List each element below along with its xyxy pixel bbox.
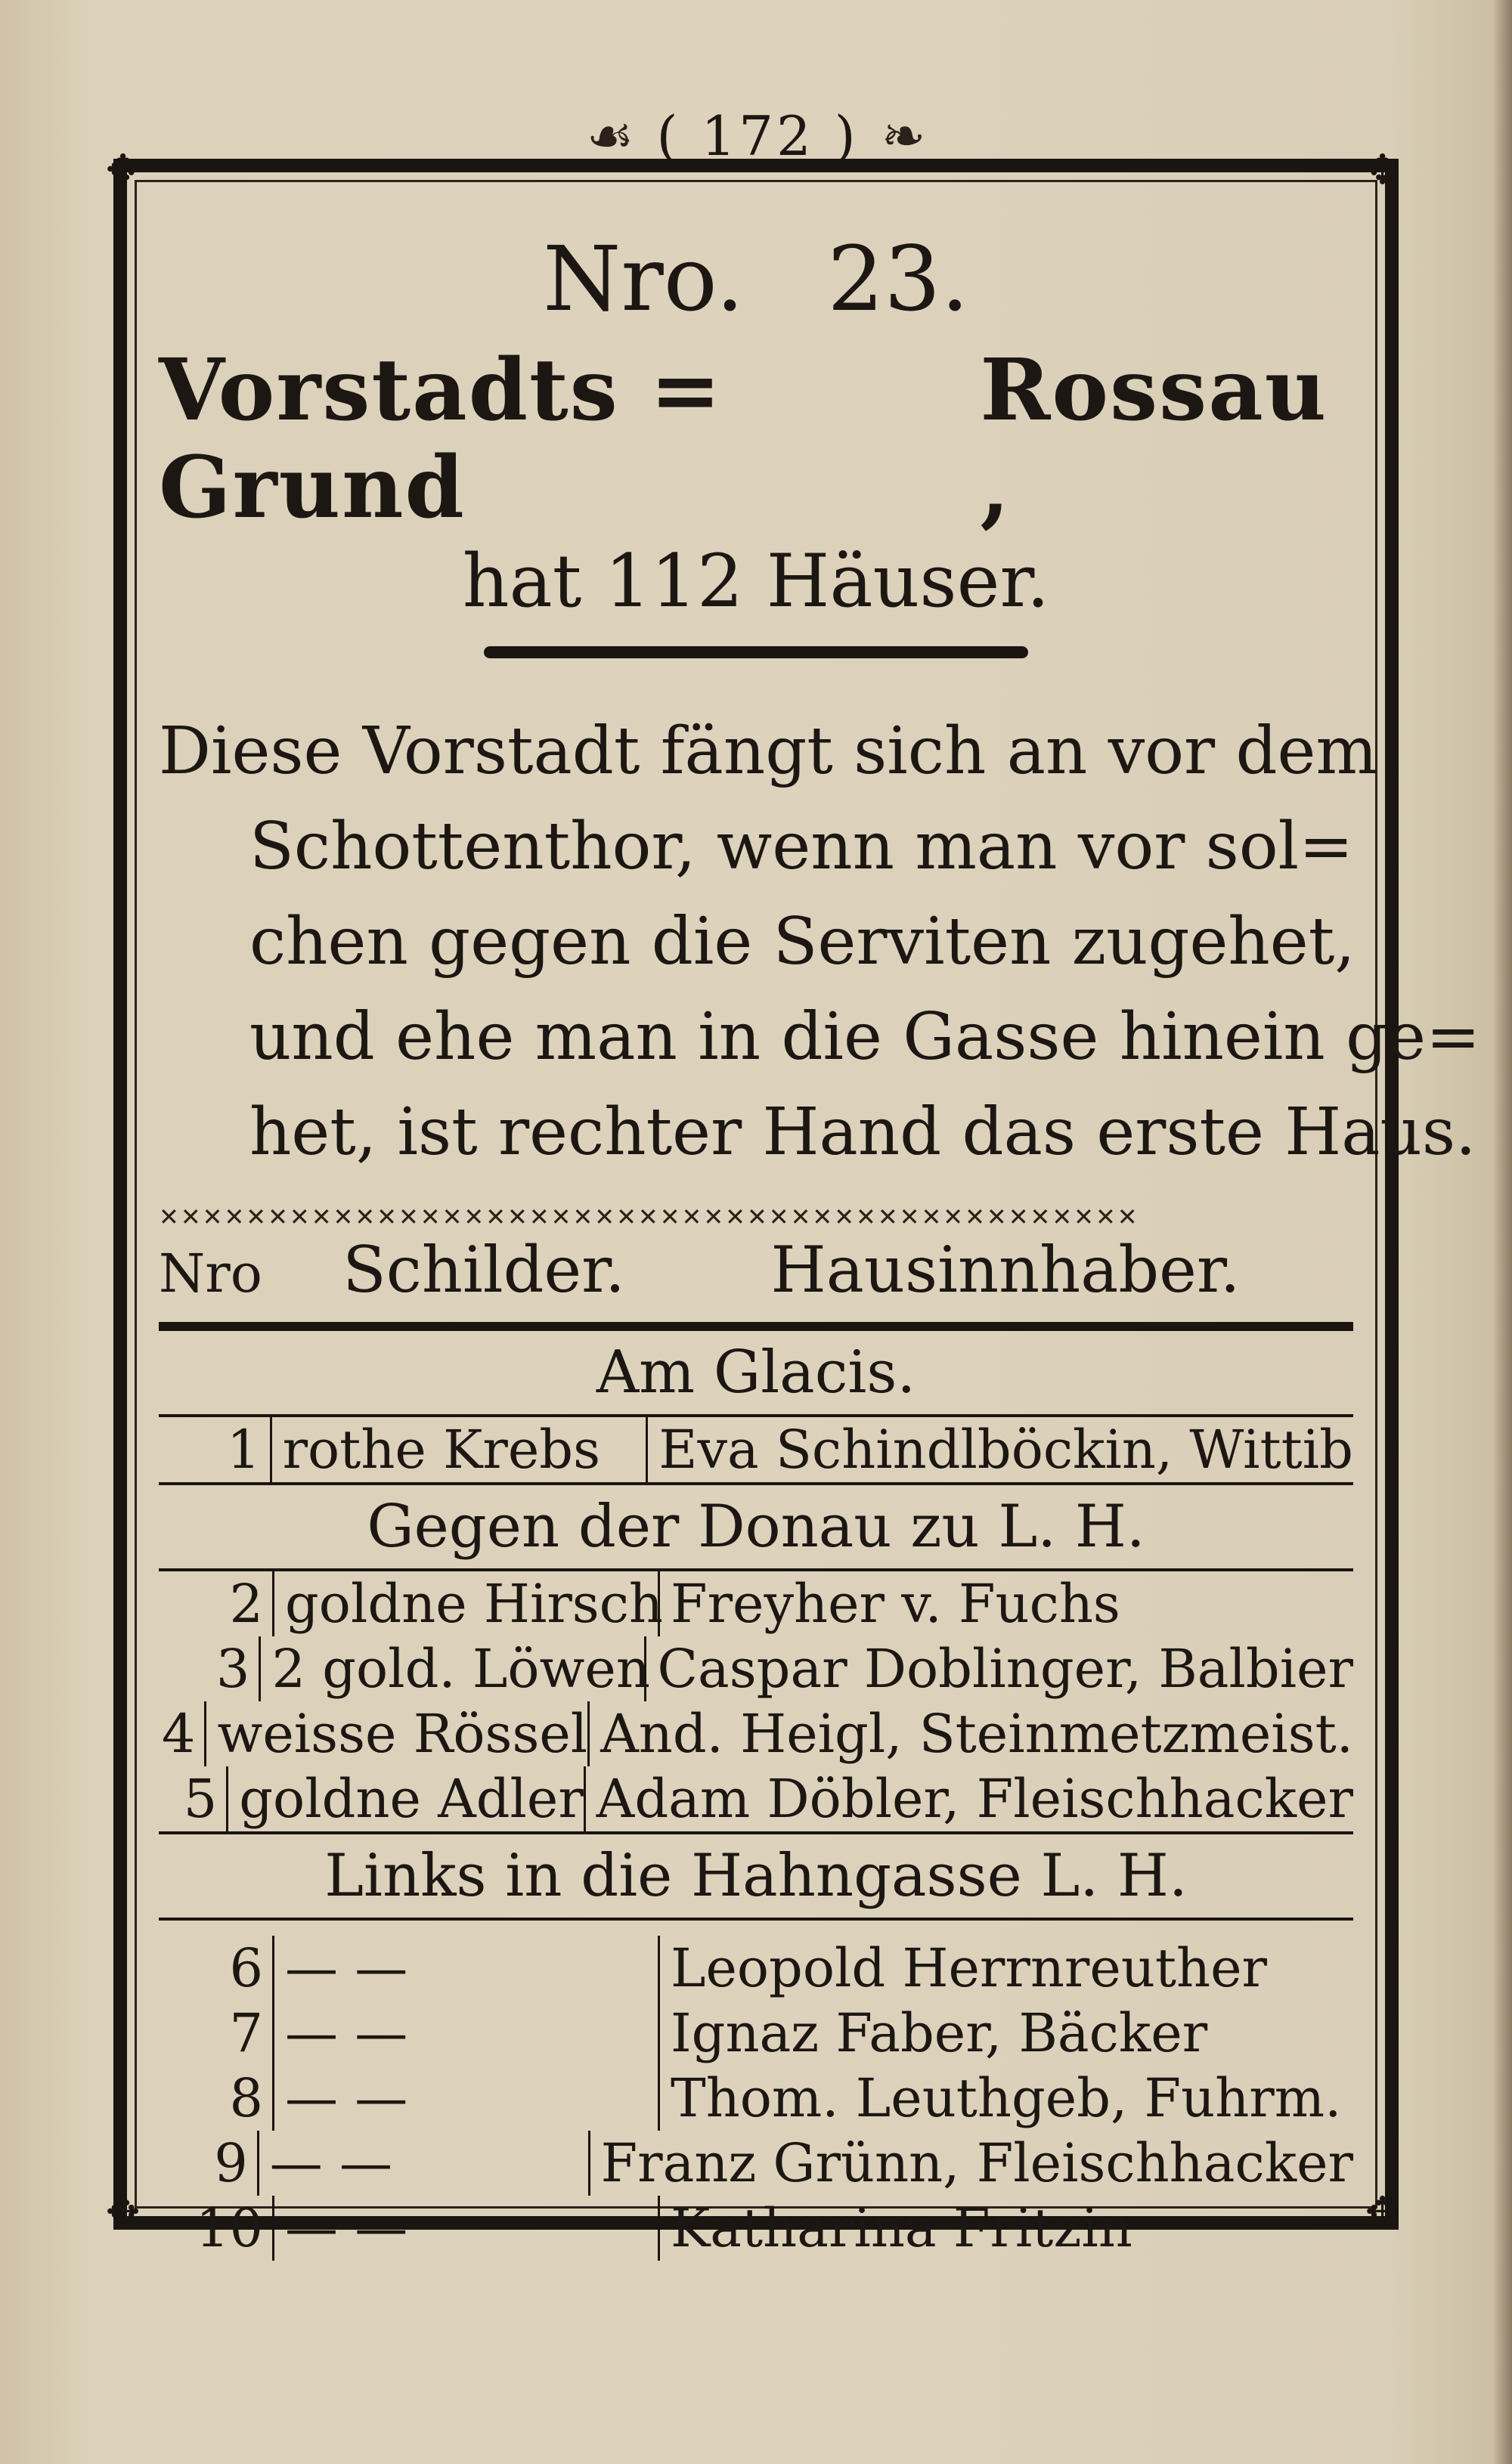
description-line: und ehe man in die Gasse hinein ge= bbox=[249, 998, 1481, 1075]
column-header-hausinnhaber: Hausinnhaber. bbox=[770, 1232, 1241, 1307]
description-line: Diese Vorstadt fängt sich an vor dem bbox=[159, 713, 1377, 789]
row-sign: rothe Krebs bbox=[270, 1417, 646, 1482]
row-number: 9 bbox=[214, 2131, 248, 2194]
row-number: 2 bbox=[229, 1572, 263, 1635]
page-content bbox=[159, 189, 1481, 2261]
district-name-right: Rossau , bbox=[980, 340, 1328, 537]
section-title: Am Glacis. bbox=[596, 1338, 916, 1407]
left-ornament-icon: ☙ bbox=[586, 105, 634, 167]
corner-ornament-icon: ✥ bbox=[1365, 146, 1400, 193]
row-sign: — — bbox=[272, 1936, 658, 2001]
table-row bbox=[159, 1766, 1353, 1831]
table-row bbox=[159, 1936, 1353, 2001]
row-number: 5 bbox=[183, 1767, 218, 1830]
row-owner: Freyher v. Fuchs bbox=[658, 1571, 1353, 1636]
description-line: het, ist rechter Hand das erste Haus. bbox=[249, 1094, 1476, 1170]
corner-ornament-icon: ✥ bbox=[106, 2188, 141, 2236]
row-sign: — — bbox=[272, 2001, 658, 2066]
entry-number-heading bbox=[159, 227, 1353, 331]
row-number: 1 bbox=[227, 1418, 261, 1481]
section-title: Links in die Hahngasse L. H. bbox=[324, 1841, 1188, 1910]
row-owner: Thom. Leuthgeb, Fuhrm. bbox=[658, 2066, 1353, 2131]
row-owner: Ignaz Faber, Bäcker bbox=[658, 2001, 1353, 2066]
table-row bbox=[159, 1636, 1353, 1701]
corner-ornament-icon: ✥ bbox=[106, 146, 141, 193]
table-row bbox=[159, 1417, 1353, 1482]
table-row bbox=[159, 2131, 1353, 2196]
row-number: 10 bbox=[195, 2196, 263, 2259]
section-title: Gegen der Donau zu L. H. bbox=[367, 1492, 1145, 1561]
page-number: ( 172 ) bbox=[656, 104, 859, 168]
description-line: chen gegen die Serviten zugehet, bbox=[249, 903, 1356, 980]
district-heading bbox=[159, 342, 1353, 537]
page-edge-shadow bbox=[1492, 0, 1512, 2464]
row-number: 3 bbox=[215, 1637, 250, 1700]
ornamental-divider: ✕✕✕✕✕✕✕✕✕✕✕✕✕✕✕✕✕✕✕✕✕✕✕✕✕✕✕✕✕✕✕✕✕✕✕✕✕✕✕✕✕✕✕✕✕ bbox=[159, 1202, 1139, 1225]
column-header-schilder: Schilder. bbox=[342, 1232, 625, 1307]
table-row bbox=[159, 2066, 1353, 2131]
row-owner: Katharina Fritzin bbox=[658, 2196, 1353, 2261]
row-sign: 2 gold. Löwen bbox=[259, 1636, 644, 1701]
row-sign: goldne Hirsch bbox=[272, 1571, 658, 1636]
row-number: 8 bbox=[229, 2066, 263, 2129]
district-name-left: Vorstadts = Grund bbox=[159, 340, 723, 537]
row-sign: — — bbox=[272, 2066, 658, 2131]
row-owner: And. Heigl, Steinmetzmeist. bbox=[587, 1701, 1353, 1766]
description-line: Schottenthor, wenn man vor sol= bbox=[249, 808, 1354, 884]
right-ornament-icon: ❧ bbox=[881, 105, 926, 167]
row-owner: Leopold Herrnreuther bbox=[658, 1936, 1353, 2001]
row-sign: — — bbox=[272, 2196, 658, 2261]
row-owner: Adam Döbler, Fleischhacker bbox=[584, 1766, 1353, 1831]
table-header bbox=[159, 1233, 1353, 1316]
table-header-rule bbox=[159, 1322, 1353, 1331]
row-owner: Franz Grünn, Fleischhacker bbox=[588, 2131, 1353, 2196]
table-row bbox=[159, 1571, 1353, 1636]
column-header-nro: Nro bbox=[159, 1242, 262, 1305]
row-sign: — — bbox=[257, 2131, 588, 2196]
row-sign: weisse Rössel bbox=[204, 1701, 587, 1766]
row-owner: Eva Schindlböckin, Wittib bbox=[646, 1417, 1353, 1482]
table-row bbox=[159, 2001, 1353, 2066]
table-row bbox=[159, 2196, 1353, 2261]
row-sign: goldne Adler bbox=[226, 1766, 584, 1831]
title-divider bbox=[484, 646, 1028, 658]
table-row bbox=[159, 1701, 1353, 1766]
row-owner: Caspar Doblinger, Balbier bbox=[644, 1636, 1353, 1701]
corner-ornament-icon: ✥ bbox=[1365, 2188, 1400, 2236]
nro-label: Nro. bbox=[543, 227, 745, 331]
description-paragraph bbox=[159, 704, 1481, 1180]
nro-number: 23. bbox=[827, 227, 969, 331]
row-number: 4 bbox=[161, 1702, 196, 1765]
row-number: 6 bbox=[229, 1936, 263, 1999]
house-count: hat 112 Häuser. bbox=[462, 539, 1050, 624]
row-number: 7 bbox=[229, 2001, 263, 2064]
